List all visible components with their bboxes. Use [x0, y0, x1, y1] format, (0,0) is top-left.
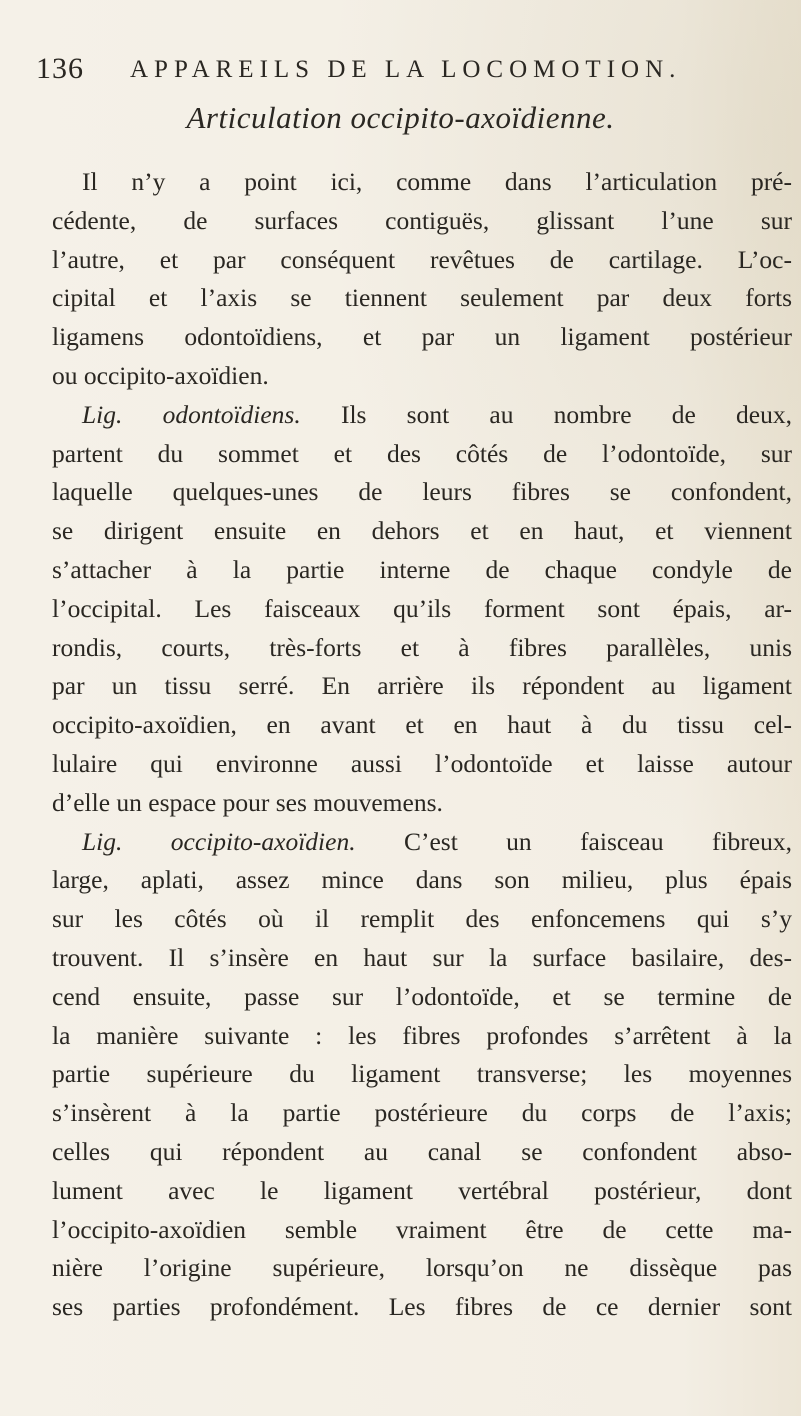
paragraph-heading: Lig. odontoïdiens.: [82, 399, 301, 429]
text-line: l’autre, et par conséquent revêtues de cartilage. L’oc-: [52, 244, 792, 274]
text-line: partie supérieure du ligament transverse; les moyennes: [52, 1059, 792, 1089]
paragraph-heading: Lig. occipito-axoïdien.: [82, 826, 356, 856]
paragraph-lead-line: [52, 823, 792, 862]
text-line: sur les côtés où il remplit des enfoncemens qui s’y: [52, 904, 792, 934]
text-fragment: C’est un faisceau fibreux,: [355, 826, 792, 856]
text-line: nière l’origine supérieure, lorsqu’on ne dissèque pas: [52, 1253, 792, 1283]
text-line: par un tissu serré. En arrière ils répondent au ligament: [52, 671, 792, 701]
text-line: se dirigent ensuite en dehors et en haut, et viennent: [52, 516, 792, 546]
text-line: trouvent. Il s’insère en haut sur la surface basilaire, des-: [52, 942, 792, 972]
text-line: cédente, de surfaces contiguës, glissant l’une sur: [52, 205, 792, 235]
body-text: [52, 163, 792, 1327]
text-line: large, aplati, assez mince dans son milieu, plus épais: [52, 865, 792, 895]
text-line: ou occipito-axoïdien.: [52, 360, 269, 390]
text-line: occipito-axoïdien, en avant et en haut à du tissu cel-: [52, 710, 792, 740]
page-header: [36, 52, 731, 92]
text-line: l’occipital. Les faisceaux qu’ils forment sont épais, ar-: [52, 593, 792, 623]
text-line: celles qui répondent au canal se confondent abso-: [52, 1136, 792, 1166]
text-fragment: Ils sont au nombre de deux,: [300, 399, 793, 429]
text-line: d’elle un espace pour ses mouvemens.: [52, 787, 443, 817]
text-line: s’attacher à la partie interne de chaque condyle de: [52, 554, 792, 584]
text-line: l’occipito-axoïdien semble vraiment être de cette ma-: [52, 1214, 792, 1244]
text-line: cipital et l’axis se tiennent seulement par deux forts: [52, 283, 792, 313]
text-line: lument avec le ligament vertébral postérieur, dont: [52, 1175, 792, 1205]
text-line: lulaire qui environne aussi l’odontoïde et laisse autour: [52, 748, 792, 778]
text-line: s’insèrent à la partie postérieure du corps de l’axis;: [52, 1098, 792, 1128]
text-line: rondis, courts, très-forts et à fibres parallèles, unis: [52, 632, 792, 662]
text-line: laquelle quelques-unes de leurs fibres se confondent,: [52, 477, 792, 507]
text-line: la manière suivante : les fibres profondes s’arrêtent à la: [52, 1020, 792, 1050]
text-line: cend ensuite, passe sur l’odontoïde, et se termine de: [52, 981, 792, 1011]
text-line: ses parties profondément. Les fibres de ce dernier sont: [52, 1292, 792, 1322]
paragraph-lead-line: [52, 396, 792, 435]
running-head: APPAREILS DE LA LOCOMOTION.: [130, 56, 682, 83]
section-title: Articulation occipito-axoïdienne.: [186, 100, 615, 135]
text-line: ligamens odontoïdiens, et par un ligament postérieur: [52, 322, 792, 352]
text-line: Il n’y a point ici, comme dans l’articulation pré-: [82, 167, 792, 196]
page-number: 136: [36, 52, 84, 85]
text-line: partent du sommet et des côtés de l’odontoïde, sur: [52, 438, 792, 468]
